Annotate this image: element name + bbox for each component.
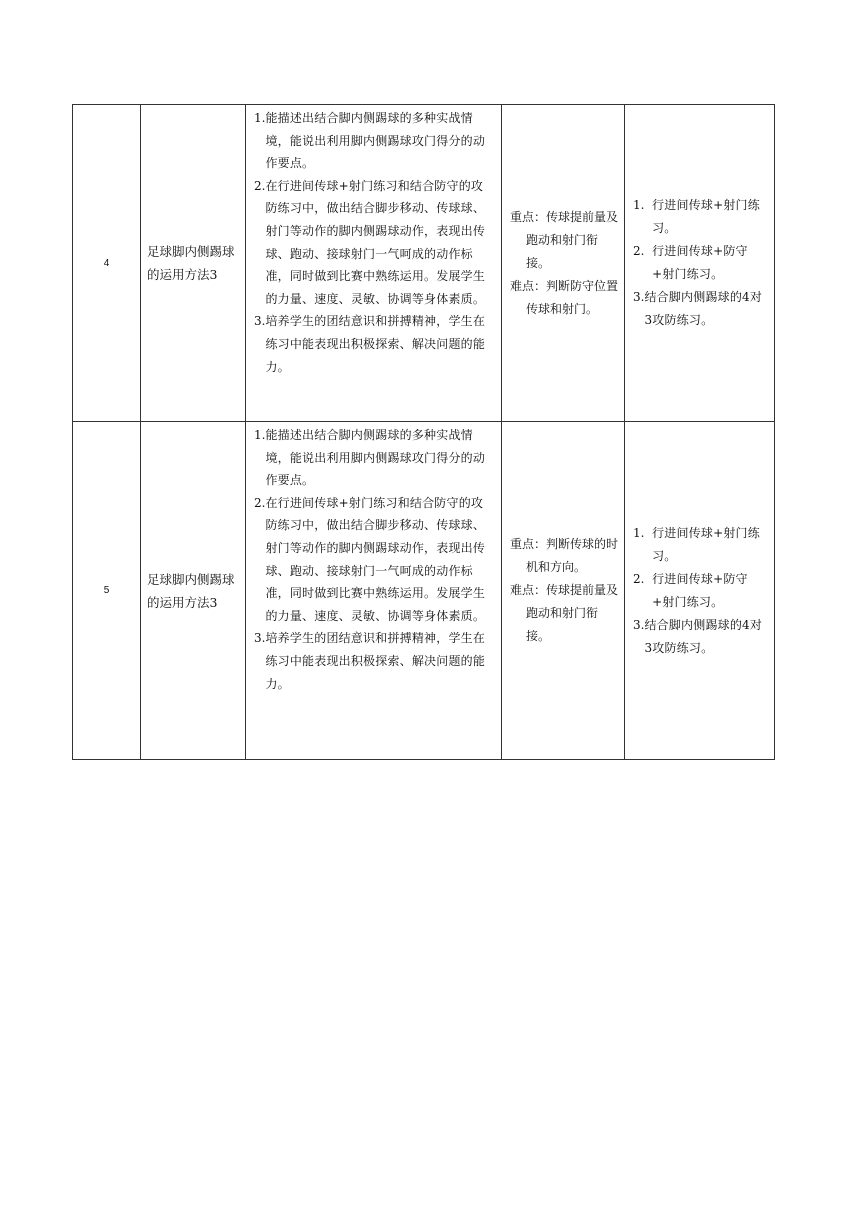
lesson-name: 足球脚内侧踢球的运用方法3: [141, 105, 246, 422]
goal-item: 3. 培养学生的团结意识和拼搏精神，学生在练习中能表现出积极探索、解决问题的能力。: [254, 631, 486, 691]
key-points: [502, 105, 625, 422]
learning-goals: [246, 422, 502, 760]
practice-methods: [625, 422, 775, 760]
lesson-plan-table: [72, 104, 775, 760]
lesson-name: 足球脚内侧踢球的运用方法3: [141, 422, 246, 760]
method-item: 1. 行进间传球+射门练习。: [633, 198, 760, 235]
key-point: 重点：判断传球的时机和方向。: [510, 537, 619, 574]
table-row: [73, 422, 775, 760]
goal-item: 1. 能描述出结合脚内侧踢球的多种实战情境，能说出利用脚内侧踢球攻门得分的动作要点。: [254, 111, 486, 171]
practice-methods: [625, 105, 775, 422]
method-item: 3. 结合脚内侧踢球的4对3攻防练习。: [633, 617, 763, 655]
difficulty-point: 难点：传球提前量及跑动和射门衔接。: [510, 583, 619, 643]
goal-item: 1. 能描述出结合脚内侧踢球的多种实战情境，能说出利用脚内侧踢球攻门得分的动作要点。: [254, 428, 486, 488]
learning-goals: [246, 105, 502, 422]
lesson-number: 4: [73, 105, 141, 422]
goal-item: 2. 在行进间传球+射门练习和结合防守的攻防练习中，做出结合脚步移动、传球球、射门等动作的脚内侧踢球动作，表现出传球、跑动、接球射门一气呵成的动作标准，同时做到比赛中熟练运用。发展学生的力量、速度、灵敏、协调等身体素质。: [254, 495, 486, 623]
method-item: 2. 行进间传球+防守+射门练习。: [633, 244, 748, 281]
goal-item: 2. 在行进间传球+射门练习和结合防守的攻防练习中，做出结合脚步移动、传球球、射门等动作的脚内侧踢球动作，表现出传球、跑动、接球射门一气呵成的动作标准，同时做到比赛中熟练运用。发展学生的力量、速度、灵敏、协调等身体素质。: [254, 178, 486, 306]
method-item: 2. 行进间传球+防守+射门练习。: [633, 571, 748, 609]
method-item: 1. 行进间传球+射门练习。: [633, 525, 760, 563]
key-point: 重点：传球提前量及跑动和射门衔接。: [510, 209, 619, 270]
goal-item: 3. 培养学生的团结意识和拼搏精神，学生在练习中能表现出积极探索、解决问题的能力。: [254, 314, 486, 374]
key-points: [502, 422, 625, 760]
lesson-number: 5: [73, 422, 141, 760]
table-row: [73, 105, 775, 422]
difficulty-point: 难点：判断防守位置传球和射门。: [510, 278, 619, 316]
method-item: 3. 结合脚内侧踢球的4对3攻防练习。: [633, 290, 763, 327]
